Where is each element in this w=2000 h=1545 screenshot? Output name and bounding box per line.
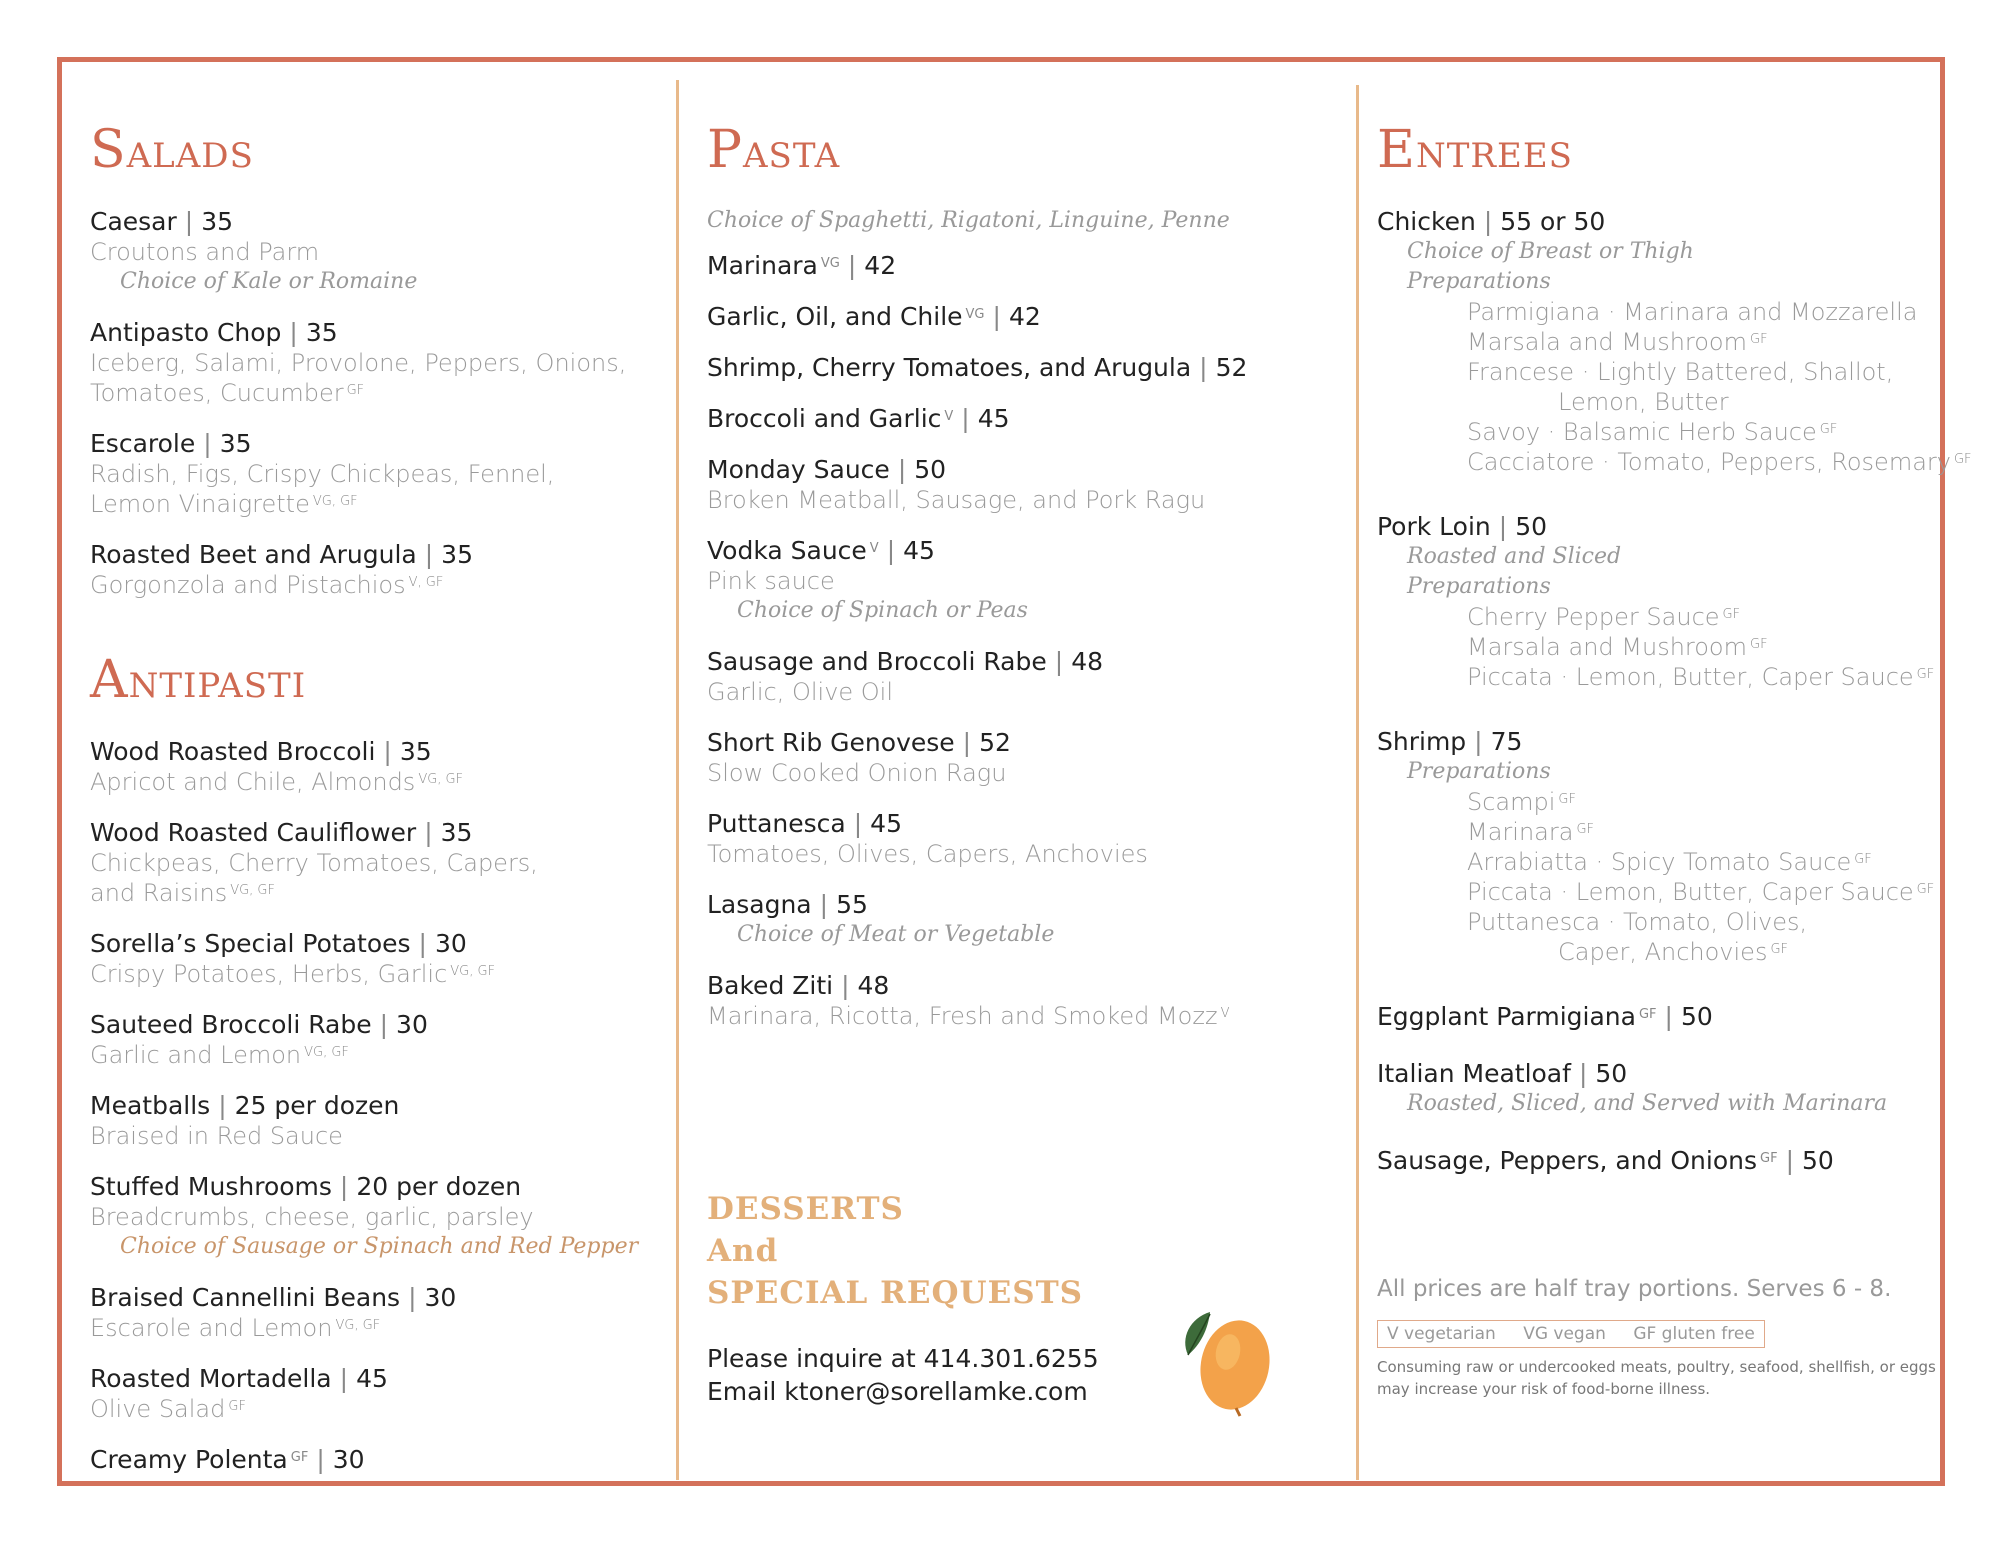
description-text: Crispy Potatoes, Herbs, Garlic bbox=[90, 960, 448, 988]
price-separator: | bbox=[1785, 1146, 1795, 1175]
diet-tag: GF bbox=[1854, 852, 1872, 867]
item-price: 50 bbox=[1595, 1059, 1628, 1088]
diet-tag: GF bbox=[1750, 637, 1768, 652]
item-title: Pork Loin bbox=[1377, 512, 1491, 541]
item-title: Garlic, Oil, and Chile bbox=[707, 302, 963, 331]
diet-tag: GF bbox=[228, 1399, 246, 1414]
item-description bbox=[1377, 877, 1937, 907]
description-text: Pink sauce bbox=[707, 567, 835, 595]
item-title: Stuffed Mushrooms bbox=[90, 1172, 332, 1201]
menu-item-name bbox=[90, 736, 660, 767]
item-title: Eggplant Parmigiana bbox=[1377, 1002, 1636, 1031]
footer-notes bbox=[1377, 1276, 1937, 1400]
price-separator: | bbox=[383, 737, 392, 766]
description-text: Garlic and Lemon bbox=[90, 1041, 302, 1069]
item-description bbox=[1377, 1089, 1937, 1119]
diet-tag: GF bbox=[1916, 882, 1935, 897]
item-description bbox=[90, 959, 660, 989]
item-title: Wood Roasted Broccoli bbox=[90, 737, 376, 766]
price-separator: | bbox=[992, 302, 1001, 331]
item-title: Wood Roasted Cauliflower bbox=[90, 818, 417, 847]
menu-item bbox=[90, 1009, 660, 1070]
item-title: Short Rib Genovese bbox=[707, 728, 955, 757]
column-middle bbox=[707, 120, 1327, 1051]
item-price: 48 bbox=[1071, 647, 1103, 676]
price-separator: | bbox=[1054, 647, 1064, 676]
diet-tag: V, GF bbox=[408, 575, 444, 590]
menu-item bbox=[707, 403, 1327, 434]
item-description bbox=[90, 1040, 660, 1070]
item-description bbox=[1377, 572, 1937, 602]
description-text: Arrabiatta · Spicy Tomato Sauce bbox=[1467, 848, 1852, 876]
diet-tag: GF bbox=[1750, 332, 1768, 347]
menu-item bbox=[90, 1282, 660, 1343]
menu-item bbox=[90, 1363, 660, 1424]
item-price: 45 bbox=[870, 809, 902, 838]
disclaimer-line-2: may increase your risk of food-borne illness. bbox=[1377, 1380, 1711, 1398]
item-description bbox=[1377, 602, 1937, 632]
salads-list bbox=[90, 206, 660, 600]
menu-item-name bbox=[707, 250, 1327, 281]
price-separator: | bbox=[218, 1091, 227, 1120]
desserts-title: DESSERTS bbox=[707, 1191, 904, 1227]
pasta-list bbox=[707, 250, 1327, 1031]
menu-item-name bbox=[1377, 726, 1937, 757]
item-description bbox=[1377, 542, 1937, 572]
lemon-icon bbox=[1170, 1300, 1280, 1420]
diet-tag: VG, GF bbox=[335, 1318, 381, 1333]
item-description bbox=[707, 1001, 1327, 1031]
description-text: Croutons and Parm bbox=[90, 238, 320, 266]
menu-item-name bbox=[90, 317, 660, 348]
item-description bbox=[1377, 787, 1937, 817]
item-price: 45 bbox=[356, 1364, 388, 1393]
description-text: Iceberg, Salami, Provolone, Peppers, Onions, bbox=[90, 349, 627, 377]
item-price: 20 per dozen bbox=[356, 1172, 522, 1201]
menu-item-name bbox=[1377, 206, 1937, 237]
description-text: Puttanesca · Tomato, Olives, bbox=[1467, 908, 1808, 936]
item-description bbox=[1377, 417, 1937, 447]
description-text: Cherry Pepper Sauce bbox=[1467, 603, 1720, 631]
price-separator: | bbox=[316, 1445, 325, 1474]
menu-item bbox=[707, 301, 1327, 332]
price-separator: | bbox=[184, 207, 194, 236]
menu-item-name bbox=[90, 539, 660, 570]
menu-item-name bbox=[90, 928, 660, 959]
item-price: 30 bbox=[332, 1445, 365, 1474]
description-text: Tomatoes, Olives, Capers, Anchovies bbox=[707, 840, 1148, 868]
item-price: 35 bbox=[440, 818, 473, 847]
price-separator: | bbox=[819, 890, 829, 919]
description-text: Apricot and Chile, Almonds bbox=[90, 768, 416, 796]
description-text: Preparations bbox=[1407, 269, 1551, 294]
menu-item-name bbox=[707, 301, 1327, 332]
description-text: Escarole and Lemon bbox=[90, 1314, 333, 1342]
diet-tag: VG, GF bbox=[304, 1045, 349, 1060]
item-title: Puttanesca bbox=[707, 809, 846, 838]
description-text: Savoy · Balsamic Herb Sauce bbox=[1467, 418, 1817, 446]
description-text: Cacciatore · Tomato, Peppers, Rosemary bbox=[1467, 448, 1951, 476]
description-text: Preparations bbox=[1407, 759, 1551, 784]
entrees-heading: ENTREES bbox=[1377, 120, 1573, 180]
disclaimer-line-1: Consuming raw or undercooked meats, poultry, seafood, shellfish, or eggs bbox=[1377, 1358, 1936, 1376]
item-price: 52 bbox=[1215, 353, 1248, 382]
item-description bbox=[90, 1232, 660, 1262]
item-title: Caesar bbox=[90, 207, 177, 236]
description-text: Radish, Figs, Crispy Chickpeas, Fennel, bbox=[90, 460, 555, 488]
menu-item-name bbox=[707, 646, 1327, 677]
item-description bbox=[707, 596, 1327, 626]
item-description bbox=[90, 459, 660, 489]
item-description bbox=[1377, 907, 1937, 937]
price-separator: | bbox=[379, 1010, 389, 1039]
price-separator: | bbox=[339, 1172, 349, 1201]
diet-tag: GF bbox=[1916, 667, 1935, 682]
diet-tag: VG, GF bbox=[450, 964, 496, 979]
description-text: Parmigiana · Marinara and Mozzarella bbox=[1467, 298, 1918, 326]
menu-item-name bbox=[707, 403, 1327, 434]
menu-item-name bbox=[90, 1282, 660, 1313]
item-title: Antipasto Chop bbox=[90, 318, 282, 347]
menu-item bbox=[90, 206, 660, 297]
menu-item-name bbox=[707, 889, 1327, 920]
antipasti-heading: ANTIPASTI bbox=[90, 650, 307, 710]
item-description bbox=[1377, 327, 1937, 357]
menu-item-name bbox=[707, 454, 1327, 485]
description-text: Preparations bbox=[1407, 574, 1551, 599]
menu-item bbox=[707, 727, 1327, 788]
item-title: Monday Sauce bbox=[707, 455, 890, 484]
item-description bbox=[90, 378, 660, 408]
legend-vegan: VG vegan bbox=[1523, 1324, 1606, 1344]
item-price: 42 bbox=[1008, 302, 1041, 331]
item-price: 52 bbox=[979, 728, 1011, 757]
item-description bbox=[1377, 757, 1937, 787]
menu-item-name bbox=[707, 535, 1327, 566]
description-text: Marinara, Ricotta, Fresh and Smoked Mozz bbox=[707, 1002, 1218, 1030]
price-separator: | bbox=[1474, 727, 1483, 756]
price-separator: | bbox=[1483, 207, 1493, 236]
item-title: Roasted Beet and Arugula bbox=[90, 540, 417, 569]
menu-item bbox=[90, 539, 660, 600]
diet-tag: VG, GF bbox=[312, 494, 358, 509]
item-description bbox=[90, 878, 660, 908]
description-text: Gorgonzola and Pistachios bbox=[90, 571, 406, 599]
pasta-heading: PASTA bbox=[707, 120, 841, 180]
price-separator: | bbox=[853, 809, 863, 838]
description-text: Slow Cooked Onion Ragu bbox=[707, 759, 1007, 787]
diet-tag: GF bbox=[1760, 1151, 1778, 1166]
item-description bbox=[90, 267, 660, 297]
column-left bbox=[90, 120, 660, 1495]
menu-item-name bbox=[90, 1363, 660, 1394]
item-title: Baked Ziti bbox=[707, 971, 834, 1000]
item-description bbox=[90, 489, 660, 519]
item-price: 55 or 50 bbox=[1500, 207, 1606, 236]
diet-tag: VG, GF bbox=[230, 883, 275, 898]
item-title: Creamy Polenta bbox=[90, 1445, 288, 1474]
item-title: Sauteed Broccoli Rabe bbox=[90, 1010, 372, 1039]
description-text: Garlic, Olive Oil bbox=[707, 678, 894, 706]
item-price: 35 bbox=[399, 737, 432, 766]
item-description bbox=[90, 237, 660, 267]
description-text: Piccata · Lemon, Butter, Caper Sauce bbox=[1467, 878, 1914, 906]
price-separator: | bbox=[847, 251, 857, 280]
price-separator: | bbox=[424, 540, 434, 569]
item-price: 35 bbox=[305, 318, 338, 347]
menu-item bbox=[707, 889, 1327, 950]
diet-tag: GF bbox=[1638, 1007, 1657, 1022]
item-price: 30 bbox=[424, 1283, 457, 1312]
item-description bbox=[1377, 817, 1937, 847]
diet-tag: V bbox=[1220, 1006, 1230, 1021]
price-separator: | bbox=[408, 1283, 417, 1312]
price-separator: | bbox=[203, 429, 212, 458]
item-price: 50 bbox=[914, 455, 947, 484]
menu-item bbox=[90, 1171, 660, 1262]
description-text: Marinara bbox=[1467, 818, 1574, 846]
item-description bbox=[90, 848, 660, 878]
price-separator: | bbox=[886, 536, 896, 565]
diet-tag: VG bbox=[965, 307, 985, 322]
item-description bbox=[707, 677, 1327, 707]
menu-item-name bbox=[90, 817, 660, 848]
legend-gluten-free: GF gluten free bbox=[1633, 1324, 1755, 1344]
item-description bbox=[707, 920, 1327, 950]
menu-item-name bbox=[90, 428, 660, 459]
item-title: Lasagna bbox=[707, 890, 812, 919]
column-divider-left bbox=[676, 80, 679, 1480]
item-description bbox=[707, 566, 1327, 596]
menu-item bbox=[90, 928, 660, 989]
description-text: and Raisins bbox=[90, 879, 228, 907]
legend-vegetarian: V vegetarian bbox=[1387, 1324, 1496, 1344]
menu-item-name bbox=[1377, 1145, 1937, 1176]
item-price: 30 bbox=[396, 1010, 428, 1039]
description-text: Choice of Meat or Vegetable bbox=[737, 922, 1055, 947]
diet-tag: GF bbox=[1558, 792, 1576, 807]
menu-item-name bbox=[707, 727, 1327, 758]
menu-item-name bbox=[90, 1090, 660, 1121]
menu-item-name bbox=[1377, 511, 1937, 542]
entrees-list bbox=[1377, 206, 1972, 1176]
menu-item-name bbox=[707, 970, 1327, 1001]
item-title: Sorella’s Special Potatoes bbox=[90, 929, 411, 958]
item-price: 55 bbox=[836, 890, 868, 919]
description-text: Francese · Lightly Battered, Shallot, bbox=[1467, 358, 1894, 386]
item-price: 50 bbox=[1515, 512, 1548, 541]
menu-item bbox=[1377, 511, 1937, 692]
diet-tag: VG, GF bbox=[418, 772, 464, 787]
item-description bbox=[1377, 847, 1937, 877]
menu-item bbox=[90, 428, 660, 519]
item-description bbox=[90, 1202, 660, 1232]
description-text: Choice of Breast or Thigh bbox=[1407, 239, 1694, 264]
item-price: 48 bbox=[857, 971, 890, 1000]
menu-item bbox=[707, 970, 1327, 1031]
menu-item bbox=[90, 317, 660, 408]
description-text: Choice of Kale or Romaine bbox=[120, 269, 418, 294]
menu-item-name bbox=[707, 808, 1327, 839]
price-separator: | bbox=[897, 455, 907, 484]
item-description bbox=[1377, 632, 1937, 662]
diet-tag: GF bbox=[1576, 822, 1595, 837]
email-contact: Email ktoner@sorellamke.com bbox=[707, 1377, 1088, 1406]
diet-tag: GF bbox=[290, 1450, 309, 1465]
diet-tag: VG bbox=[820, 256, 840, 271]
item-description bbox=[1377, 937, 1937, 967]
portion-note: All prices are half tray portions. Serves 6 - 8. bbox=[1377, 1276, 1892, 1302]
item-price: 35 bbox=[441, 540, 473, 569]
menu-item bbox=[1377, 1058, 1937, 1119]
item-title: Vodka Sauce bbox=[707, 536, 867, 565]
item-description bbox=[90, 1394, 660, 1424]
antipasti-list bbox=[90, 736, 660, 1475]
item-price: 42 bbox=[864, 251, 897, 280]
diet-tag: GF bbox=[1953, 452, 1972, 467]
item-description bbox=[1377, 357, 1937, 387]
price-separator: | bbox=[339, 1364, 349, 1393]
price-separator: | bbox=[961, 404, 970, 433]
description-text: Choice of Sausage or Spinach and Red Pepper bbox=[120, 1234, 639, 1259]
item-description bbox=[707, 485, 1327, 515]
item-price: 45 bbox=[977, 404, 1010, 433]
price-separator: | bbox=[1578, 1059, 1588, 1088]
item-title: Marinara bbox=[707, 251, 818, 280]
item-price: 75 bbox=[1490, 727, 1523, 756]
price-separator: | bbox=[289, 318, 298, 347]
menu-item bbox=[90, 736, 660, 797]
item-description bbox=[1377, 447, 1972, 477]
description-text: Lemon, Butter bbox=[1558, 388, 1729, 416]
menu-item bbox=[1377, 206, 1972, 477]
price-separator: | bbox=[424, 818, 433, 847]
special-requests-title: SPECIAL REQUESTS bbox=[707, 1275, 1084, 1311]
description-text: Roasted, Sliced, and Served with Marinara bbox=[1407, 1091, 1888, 1116]
description-text: Chickpeas, Cherry Tomatoes, Capers, bbox=[90, 849, 538, 877]
description-text: Lemon Vinaigrette bbox=[90, 490, 310, 518]
item-title: Sausage, Peppers, and Onions bbox=[1377, 1146, 1758, 1175]
menu-item-name bbox=[90, 1009, 660, 1040]
item-title: Sausage and Broccoli Rabe bbox=[707, 647, 1047, 676]
menu-item bbox=[707, 808, 1327, 869]
item-title: Escarole bbox=[90, 429, 196, 458]
item-title: Shrimp, Cherry Tomatoes, and Arugula bbox=[707, 353, 1192, 382]
item-title: Broccoli and Garlic bbox=[707, 404, 942, 433]
menu-item bbox=[707, 646, 1327, 707]
salads-heading: SALADS bbox=[90, 120, 254, 180]
desserts-and: And bbox=[707, 1233, 779, 1269]
item-description bbox=[90, 570, 660, 600]
menu-item bbox=[90, 1444, 660, 1475]
menu-item bbox=[90, 817, 660, 908]
menu-item bbox=[1377, 1145, 1937, 1176]
menu-item-name bbox=[90, 206, 660, 237]
menu-item bbox=[707, 250, 1327, 281]
item-price: 50 bbox=[1680, 1002, 1713, 1031]
description-text: Caper, Anchovies bbox=[1558, 938, 1768, 966]
item-price: 50 bbox=[1802, 1146, 1834, 1175]
item-title: Italian Meatloaf bbox=[1377, 1059, 1571, 1088]
diet-tag: GF bbox=[346, 383, 365, 398]
description-text: Marsala and Mushroom bbox=[1467, 328, 1747, 356]
description-text: Broken Meatball, Sausage, and Pork Ragu bbox=[707, 486, 1206, 514]
price-separator: | bbox=[1199, 353, 1208, 382]
item-price: 35 bbox=[201, 207, 234, 236]
item-price: 45 bbox=[903, 536, 935, 565]
phone-contact: Please inquire at 414.301.6255 bbox=[707, 1344, 1099, 1373]
description-text: Scampi bbox=[1467, 788, 1556, 816]
item-title: Braised Cannellini Beans bbox=[90, 1283, 401, 1312]
price-separator: | bbox=[1664, 1002, 1673, 1031]
diet-tag: V bbox=[944, 409, 954, 424]
diet-tag: GF bbox=[1770, 942, 1789, 957]
item-title: Meatballs bbox=[90, 1091, 211, 1120]
menu-item bbox=[90, 1090, 660, 1151]
item-description bbox=[1377, 662, 1937, 692]
description-text: Tomatoes, Cucumber bbox=[90, 379, 344, 407]
description-text: Braised in Red Sauce bbox=[90, 1122, 343, 1150]
description-text: Marsala and Mushroom bbox=[1467, 633, 1747, 661]
description-text: Roasted and Sliced bbox=[1407, 544, 1622, 569]
menu-item bbox=[707, 535, 1327, 626]
menu-item bbox=[1377, 1001, 1937, 1032]
diet-legend bbox=[1377, 1320, 1765, 1348]
item-description bbox=[90, 1313, 660, 1343]
price-separator: | bbox=[418, 929, 427, 958]
diet-tag: GF bbox=[1722, 607, 1741, 622]
description-text: Olive Salad bbox=[90, 1395, 226, 1423]
description-text: Piccata · Lemon, Butter, Caper Sauce bbox=[1467, 663, 1914, 691]
price-separator: | bbox=[1498, 512, 1508, 541]
item-description bbox=[90, 348, 660, 378]
item-description bbox=[1377, 297, 1937, 327]
menu-item-name bbox=[90, 1444, 660, 1475]
pasta-intro: Choice of Spaghetti, Rigatoni, Linguine, Penne bbox=[707, 208, 1230, 233]
price-separator: | bbox=[962, 728, 972, 757]
menu-item-name bbox=[90, 1171, 660, 1202]
description-text: Breadcrumbs, cheese, garlic, parsley bbox=[90, 1203, 534, 1231]
item-description bbox=[90, 767, 660, 797]
diet-tag: GF bbox=[1819, 422, 1838, 437]
item-title: Shrimp bbox=[1377, 727, 1467, 756]
column-right bbox=[1377, 120, 1972, 1202]
item-description bbox=[1377, 387, 1937, 417]
diet-tag: V bbox=[869, 541, 879, 556]
item-price: 35 bbox=[219, 429, 252, 458]
item-title: Roasted Mortadella bbox=[90, 1364, 332, 1393]
price-separator: | bbox=[841, 971, 850, 1000]
description-text: Choice of Spinach or Peas bbox=[737, 598, 1028, 623]
item-title: Chicken bbox=[1377, 207, 1476, 236]
menu-item-name bbox=[707, 352, 1327, 383]
item-description bbox=[1377, 237, 1937, 267]
menu-item-name bbox=[1377, 1001, 1937, 1032]
item-description bbox=[707, 839, 1327, 869]
item-price: 25 per dozen bbox=[234, 1091, 400, 1120]
item-description bbox=[1377, 267, 1937, 297]
item-description bbox=[707, 758, 1327, 788]
menu-item bbox=[1377, 726, 1937, 967]
column-divider-right bbox=[1356, 85, 1359, 1480]
menu-item-name bbox=[1377, 1058, 1937, 1089]
menu-item bbox=[707, 454, 1327, 515]
menu-item bbox=[707, 352, 1327, 383]
item-price: 30 bbox=[434, 929, 467, 958]
item-description bbox=[90, 1121, 660, 1151]
